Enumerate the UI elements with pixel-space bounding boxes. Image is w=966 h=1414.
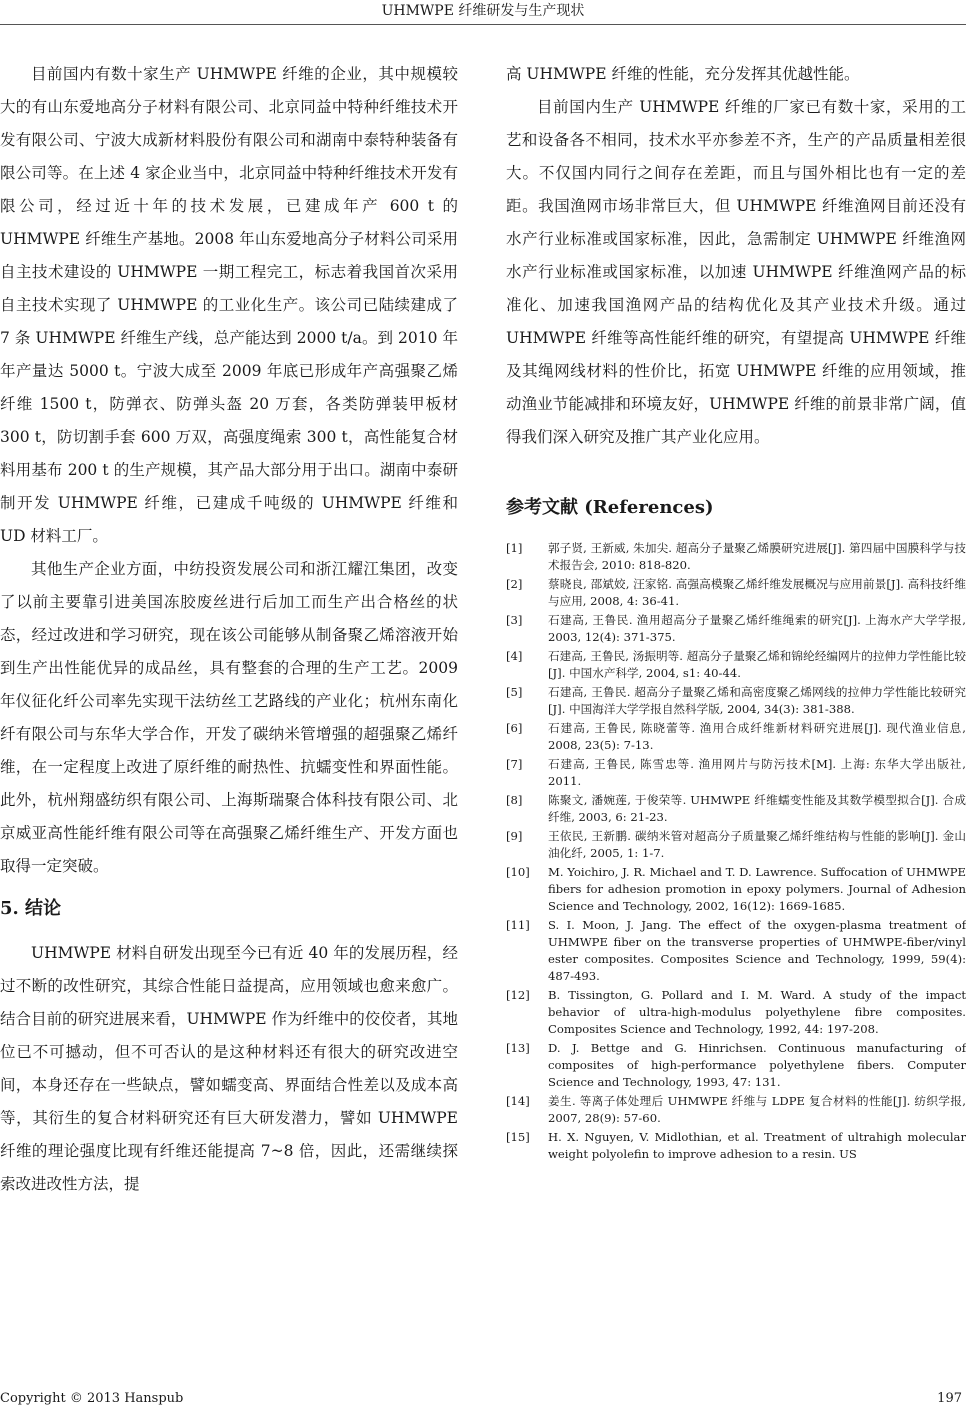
reference-item bbox=[506, 864, 966, 915]
copyright-notice: Copyright © 2013 Hanspub bbox=[0, 1391, 184, 1406]
reference-text: 石建高, 王鲁民, 陈雪忠等. 渔用网片与防污技术[M]. 上海: 东华大学出版社, 2011. bbox=[548, 757, 966, 788]
reference-item bbox=[506, 720, 966, 754]
reference-text: 姜生. 等离子体处理后 UHMWPE 纤维与 LDPE 复合材料的性能[J]. 纺织学报, 2007, 28(9): 57-60. bbox=[548, 1094, 966, 1125]
running-head: UHMWPE 纤维研发与生产现状 bbox=[381, 3, 585, 19]
reference-number: [15] bbox=[506, 1130, 530, 1144]
reference-text: 石建高, 王鲁民. 渔用超高分子量聚乙烯纤维绳索的研究[J]. 上海水产大学学报, 2003, 12(4): 371-375. bbox=[548, 613, 966, 644]
paragraph-conclusion: UHMWPE 材料自研发出现至今已有近 40 年的发展历程，经过不断的改性研究，其综合性能日益提高，应用领域也愈来愈广。结合目前的研究进展来看，UHMWPE 作为纤维中的佼佼者，其地位已不可撼动，但不可否认的是这种材料还有很大的研究改进空间，本身还存在一些缺点，譬如蠕变高、界面结合性差以及成本高等，其衍生的复合材料研究还有巨大研发潜力，譬如 UHMWPE 纤维的理论强度比现有纤维还能提高 7~8 倍，因此，还需继续探索改进改性方法，提 bbox=[0, 944, 458, 1193]
reference-text: B. Tissington, G. Pollard and I. M. Ward. A study of the impact behavior of ultra-high-modulus polyethylene fibre composites. Composites Science and Technology, 1992, 44: 197-208. bbox=[548, 988, 966, 1036]
reference-number: [13] bbox=[506, 1041, 530, 1055]
references-heading: 参考文献 (References) bbox=[506, 497, 714, 518]
reference-item bbox=[506, 987, 966, 1038]
reference-item bbox=[506, 1129, 966, 1163]
reference-text: H. X. Nguyen, V. Midlothian, et al. Treatment of ultrahigh molecular weight polyolefin to improve adhesion to a resin. US bbox=[548, 1130, 966, 1161]
reference-number: [4] bbox=[506, 649, 523, 663]
paragraph-domestic-producers: 目前国内有数十家生产 UHMWPE 纤维的企业，其中规模较大的有山东爱地高分子材料有限公司、北京同益中特种纤维技术开发有限公司、宁波大成新材料股份有限公司和湖南中泰特种装备有限公司等。在上述 4 家企业当中，北京同益中特种纤维技术开发有限公司，经过近十年的技术发展，已建成年产 600 t 的 UHMWPE 纤维生产基地。2008 年山东爱地高分子材料公司采用自主技术建设的 UHMWPE 一期工程完工，标志着我国首次采用自主技术实现了 UHMWPE 的工业化生产。该公司已陆续建成了 7 条 UHMWPE 纤维生产线，总产能达到 2000 t/a。到 2010 年年产量达 5000 t。宁波大成至 2009 年底已形成年产高强聚乙烯纤维 1500 t，防弹衣、防弹头盔 20 万套，各类防弹装甲板材 300 t，防切割手套 600 万双，高强度绳索 300 t，高性能复合材料用基布 200 t 的生产规模，其产品大部分用于出口。湖南中泰研制开发 UHMWPE 纤维，已建成千吨级的 UHMWPE 纤维和 UD 材料工厂。 bbox=[0, 65, 458, 545]
reference-number: [11] bbox=[506, 918, 530, 932]
reference-text: 蔡晓良, 邵斌姣, 汪家铭. 高强高模聚乙烯纤维发展概况与应用前景[J]. 高科技纤维与应用, 2008, 4: 36-41. bbox=[548, 577, 966, 608]
reference-item bbox=[506, 792, 966, 826]
reference-number: [3] bbox=[506, 613, 523, 627]
reference-item bbox=[506, 684, 966, 718]
reference-text: 郭子贤, 王新威, 朱加尖. 超高分子量聚乙烯膜研究进展[J]. 第四届中国膜科学与技术报告会, 2010: 818-820. bbox=[548, 541, 966, 572]
right-column bbox=[506, 58, 966, 1165]
reference-list bbox=[506, 540, 966, 1163]
section-heading-conclusion: 5. 结论 bbox=[0, 898, 62, 919]
reference-text: 石建高, 王鲁民, 陈晓蕾等. 渔用合成纤维新材料研究进展[J]. 现代渔业信息, 2008, 23(5): 7-13. bbox=[548, 721, 966, 752]
reference-number: [8] bbox=[506, 793, 523, 807]
reference-item bbox=[506, 1040, 966, 1091]
paragraph-outlook: 目前国内生产 UHMWPE 纤维的厂家已有数十家，采用的工艺和设备各不相同，技术水平亦参差不齐，生产的产品质量相差很大。不仅国内同行之间存在差距，而且与国外相比也有一定的差距。我国渔网市场非常巨大，但 UHMWPE 纤维渔网目前还没有水产行业标准或国家标准，因此，急需制定 UHMWPE 纤维渔网水产行业标准或国家标准，以加速 UHMWPE 纤维渔网产品的标准化、加速我国渔网产品的结构优化及其产业技术升级。通过 UHMWPE 纤维等高性能纤维的研究，有望提高 UHMWPE 纤维及其绳网线材料的性价比，拓宽 UHMWPE 纤维的应用领域，推动渔业节能减排和环境友好，UHMWPE 纤维的前景非常广阔，值得我们深入研究及推广其产业化应用。 bbox=[506, 98, 966, 446]
reference-number: [2] bbox=[506, 577, 523, 591]
reference-item bbox=[506, 756, 966, 790]
reference-number: [12] bbox=[506, 988, 530, 1002]
reference-text: S. I. Moon, J. Jang. The effect of the oxygen-plasma treatment of UHMWPE fiber on the transverse properties of UHMWPE-fiber/vinyl ester composites. Composites Science and Technology, 1999, 59(4): 487-493. bbox=[548, 918, 966, 983]
reference-text: 石建高, 王鲁民, 汤振明等. 超高分子量聚乙烯和锦纶经编网片的拉伸力学性能比较[J]. 中国水产科学, 2004, s1: 40-44. bbox=[548, 649, 966, 680]
reference-number: [14] bbox=[506, 1094, 530, 1108]
header-rule bbox=[0, 24, 966, 25]
reference-number: [5] bbox=[506, 685, 523, 699]
reference-number: [7] bbox=[506, 757, 523, 771]
paragraph-continuation: 高 UHMWPE 纤维的性能，充分发挥其优越性能。 bbox=[506, 65, 860, 83]
reference-item bbox=[506, 1093, 966, 1127]
reference-number: [1] bbox=[506, 541, 523, 555]
page-number: 197 bbox=[937, 1391, 962, 1406]
reference-item bbox=[506, 917, 966, 985]
reference-number: [10] bbox=[506, 865, 530, 879]
reference-item bbox=[506, 576, 966, 610]
reference-number: [6] bbox=[506, 721, 523, 735]
reference-item bbox=[506, 648, 966, 682]
reference-text: 石建高, 王鲁民. 超高分子量聚乙烯和高密度聚乙烯网线的拉伸力学性能比较研究[J]. 中国海洋大学学报自然科学版, 2004, 34(3): 381-388. bbox=[548, 685, 966, 716]
reference-text: M. Yoichiro, J. R. Michael and T. D. Lawrence. Suffocation of UHMWPE fibers for adhesion promotion in epoxy polymers. Journal of Adhesion Science and Technology, 2002, 16(12): 1669-1685. bbox=[548, 865, 966, 913]
reference-item bbox=[506, 612, 966, 646]
reference-text: 王依民, 王新鹏. 碳纳米管对超高分子质量聚乙烯纤维结构与性能的影响[J]. 金山油化纤, 2005, 1: 1-7. bbox=[548, 829, 966, 860]
reference-number: [9] bbox=[506, 829, 523, 843]
left-column bbox=[0, 58, 458, 1201]
reference-text: 陈聚文, 潘婉莲, 于俊荣等. UHMWPE 纤维蠕变性能及其数学模型拟合[J]. 合成纤维, 2003, 6: 21-23. bbox=[548, 793, 966, 824]
reference-text: D. J. Bettge and G. Hinrichsen. Continuous manufacturing of composites of high-performance polyethylene fibers. Computer Science and Technology, 1993, 47: 131. bbox=[548, 1041, 966, 1089]
reference-item bbox=[506, 540, 966, 574]
reference-item bbox=[506, 828, 966, 862]
paragraph-other-producers: 其他生产企业方面，中纺投资发展公司和浙江耀江集团，改变了以前主要靠引进美国冻胶废丝进行后加工而生产出合格丝的状态，经过改进和学习研究，现在该公司能够从制备聚乙烯溶液开始到生产出性能优异的成品丝，具有整套的合理的生产工艺。2009 年仪征化纤公司率先实现干法纺丝工艺路线的产业化；杭州东南化纤有限公司与东华大学合作，开发了碳纳米管增强的超强聚乙烯纤维，在一定程度上改进了原纤维的耐热性、抗蠕变性和界面性能。此外，杭州翔盛纺织有限公司、上海斯瑞聚合体科技有限公司、北京威亚高性能纤维有限公司等在高强聚乙烯纤维生产、开发方面也取得一定突破。 bbox=[0, 560, 458, 875]
